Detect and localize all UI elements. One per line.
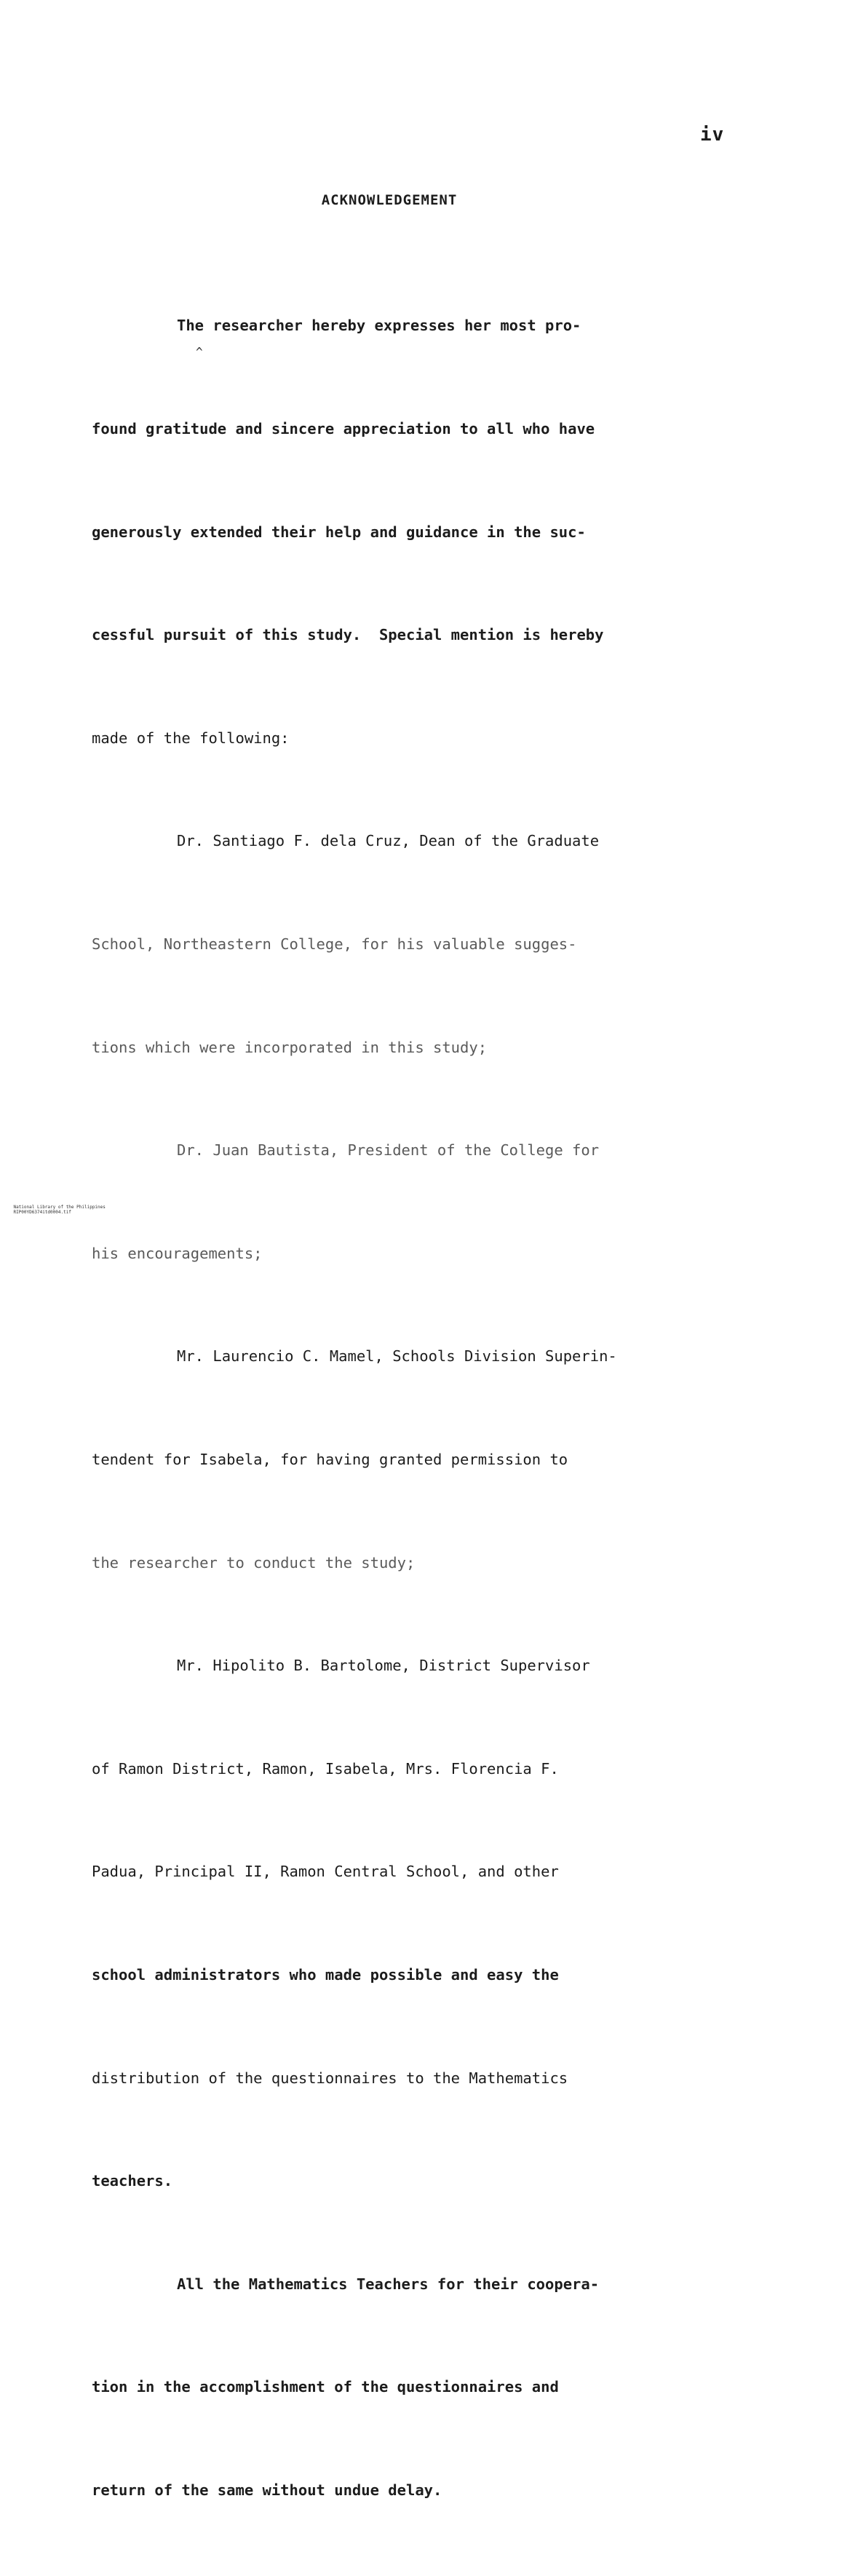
body-line: of Ramon District, Ramon, Isabela, Mrs. Florencia F. bbox=[92, 1759, 559, 1778]
library-name: National Library of the Philippines bbox=[13, 1205, 106, 1210]
footer bbox=[3, 1200, 122, 1220]
body-line: made of the following: bbox=[92, 729, 290, 747]
body-line: school administrators who made possible and easy the bbox=[92, 1965, 559, 1983]
page-number: iv bbox=[700, 124, 725, 146]
body-line: tion in the accomplishment of the questionnaires and bbox=[92, 2378, 559, 2396]
body-line: generously extended their help and guidance in the suc- bbox=[92, 523, 586, 541]
insertion-caret-mark: ^ bbox=[196, 345, 203, 359]
body-line: found gratitude and sincere appreciation to all who have bbox=[92, 420, 595, 437]
heading: ACKNOWLEDGEMENT bbox=[321, 192, 458, 208]
body-line: the researcher to conduct the study; bbox=[92, 1553, 416, 1572]
body-line: Padua, Principal II, Ramon Central School, and other bbox=[92, 1863, 559, 1881]
body-line: tendent for Isabela, for having granted permission to bbox=[92, 1450, 568, 1468]
acknowledgement-body bbox=[92, 240, 688, 2576]
body-line: his encouragements; bbox=[92, 1244, 263, 1262]
file-id: RIP00YD6374itd0004.tif bbox=[13, 1210, 71, 1215]
body-line: teachers. bbox=[92, 2172, 173, 2190]
body-line: Mr. Laurencio C. Mamel, Schools Division Superin- bbox=[177, 1347, 617, 1366]
body-line: cessful pursuit of this study. Special mention is hereby bbox=[92, 626, 604, 644]
body-line: Mr. Hipolito B. Bartolome, District Supervisor bbox=[177, 1657, 590, 1675]
body-line: School, Northeastern College, for his valuable sugges- bbox=[92, 935, 577, 953]
body-line: Dr. Santiago F. dela Cruz, Dean of the Graduate bbox=[177, 832, 600, 850]
body-line: tions which were incorporated in this study; bbox=[92, 1038, 488, 1056]
body-line: Dr. Juan Bautista, President of the College for bbox=[177, 1141, 600, 1160]
body-line: The researcher hereby expresses her most pro- bbox=[177, 317, 581, 335]
body-line: distribution of the questionnaires to the Mathematics bbox=[92, 2069, 568, 2087]
body-line: All the Mathematics Teachers for their coopera- bbox=[177, 2275, 600, 2293]
body-line: return of the same without undue delay. bbox=[92, 2481, 442, 2499]
